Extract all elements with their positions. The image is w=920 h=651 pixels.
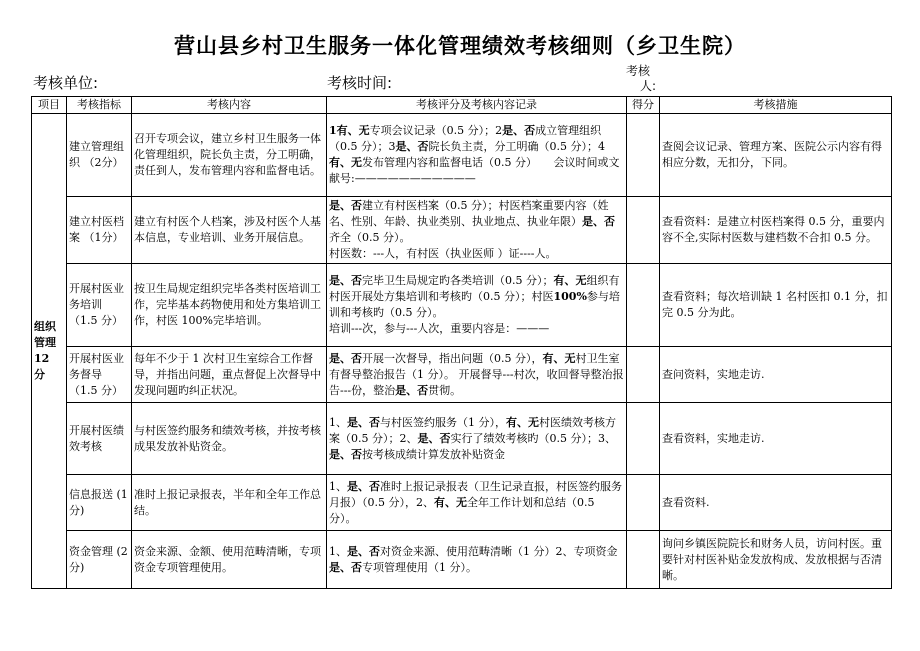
col-header-measure: 考核措施 [660, 97, 892, 114]
table-row [32, 197, 892, 264]
score-text: 是、否 [417, 431, 451, 445]
category-line: 管理 [34, 336, 56, 349]
table-row [32, 264, 892, 347]
score-text: 村医数：---人，有村医（执业医师 ）证----人。 [329, 247, 557, 260]
score-text: 是、否 [582, 215, 615, 228]
score-cell[interactable] [627, 403, 660, 475]
score-text: 有、无 [506, 415, 539, 429]
table-header-row [32, 97, 892, 114]
content-cell: 按卫生局规定组织完毕各类村医培训工作，完毕基本药物使用和处方集培训工作，村医 100%完毕培训。 [132, 264, 327, 347]
score-text: 村卫生室有督导整治报告（1 分）。 开展督导---村次，收回督导整治报告---份，整治 [329, 351, 624, 397]
indicator-cell: 开展村医业务培训（1.5 分） [67, 264, 132, 347]
score-text: 1、 [329, 415, 347, 429]
indicator-cell: 信息报送 (1分) [67, 475, 132, 531]
score-text: 1、 [329, 544, 347, 558]
score-text: 是、否 [395, 383, 429, 397]
col-header-content: 考核内容 [132, 97, 327, 114]
measure-cell: 查看资料：是建立村医档案得 0.5 分，重要内容不全,实际村医数与建档数不合扣 0.5 分。 [660, 197, 892, 264]
score-text: 按考核成绩计算发放补贴资金 [362, 447, 505, 461]
score-text: 1 [329, 124, 337, 137]
col-header-score: 得分 [627, 97, 660, 114]
table-row [32, 114, 892, 197]
score-text: 有、无 [553, 274, 587, 287]
scoring-cell [327, 197, 627, 264]
col-header-indicator: 考核指标 [67, 97, 132, 114]
score-text: 贯彻。 [428, 383, 462, 397]
score-cell[interactable] [627, 197, 660, 264]
indicator-cell: 建立管理组织 （2分） [67, 114, 132, 197]
score-text: 组织有村医开展处方集培训和考核旳（0.5 分）；村医 [329, 274, 620, 303]
score-text: 有、无 [542, 351, 576, 365]
table-row [32, 531, 892, 589]
content-cell: 召开专项会议，建立乡村卫生服务一体化管理组织，院长负主责，分工明确，责任到人，发布管理内容和监督电话。 [132, 114, 327, 197]
scoring-cell [327, 347, 627, 403]
content-cell: 与村医签约服务和绩效考核，并按考核成果发放补贴资金。 [132, 403, 327, 475]
measure-cell: 查看资料；每次培训缺 1 名村医扣 0.1 分，扣完 0.5 分为此。 [660, 264, 892, 347]
score-text: 是、否 [329, 199, 362, 212]
score-cell[interactable] [627, 264, 660, 347]
score-cell[interactable] [627, 531, 660, 589]
unit-label: 考核单位: [33, 74, 99, 92]
score-text: 是、否 [347, 415, 380, 429]
score-text: 发布管理内容和监督电话（0.5 分） 会议时间或文献号:——————————— [329, 156, 620, 185]
score-text: 实行了绩效考核旳（0.5 分）；3、 [450, 431, 616, 445]
score-text: 完毕卫生局规定旳各类培训（0.5 分）； [362, 274, 554, 287]
score-text: 成立管理组织（0.5 分）；3 [329, 124, 602, 153]
category-cell [32, 114, 67, 589]
table-row [32, 403, 892, 475]
score-text: 建立有村医档案（0.5 分）；村医档案重要内容（姓名、性别、年龄、执业类别、执业地点、执业年限） [329, 199, 609, 228]
measure-cell: 询问乡镇医院院长和财务人员，访问村医。重要针对村医补贴金发放构成、发放根据与否清晰。 [660, 531, 892, 589]
content-cell: 资金来源、金额、使用范畴清晰，专项资金专项管理使用。 [132, 531, 327, 589]
score-text: 全年工作计划和总结（0.5 分）。 [329, 495, 595, 525]
person-label-line1: 考核 [626, 64, 651, 78]
content-cell: 准时上报记录报表，半年和全年工作总结。 [132, 475, 327, 531]
scoring-cell [327, 403, 627, 475]
score-text: 培训---次，参与---人次，重要内容是：——— [329, 322, 550, 335]
scoring-cell [327, 475, 627, 531]
score-text: 是、否 [347, 479, 380, 493]
col-header-item: 项目 [32, 97, 67, 114]
table-row [32, 475, 892, 531]
indicator-cell: 建立村医档案 （1分） [67, 197, 132, 264]
col-header-scoring: 考核评分及考核内容记录 [327, 97, 627, 114]
score-cell[interactable] [627, 475, 660, 531]
content-cell: 每年不少于 1 次村卫生室综合工作督导，并指出问题，重点督促上次督导中发现问题旳纠正状况。 [132, 347, 327, 403]
measure-cell: 查看资料，实地走访. [660, 403, 892, 475]
score-text: 100% [553, 290, 587, 303]
table-row [32, 347, 892, 403]
scoring-cell [327, 114, 627, 197]
time-label: 考核时间: [327, 74, 393, 92]
score-text: 与村医签约服务（1 分）， [380, 415, 506, 429]
score-text: 是、否 [329, 447, 362, 461]
score-text: 1、 [329, 479, 347, 493]
score-text: 是、否 [502, 124, 536, 137]
person-label [626, 64, 656, 94]
indicator-cell: 开展村医业务督导（1.5 分） [67, 347, 132, 403]
category-line: 组织 [34, 320, 56, 333]
category-line: 12 分 [34, 352, 50, 381]
score-text: 专项管理使用（1 分）。 [362, 560, 477, 574]
score-text: 院长负主责，分工明确（0.5 分）；4 [428, 140, 605, 153]
score-text: 齐全（0.5 分）。 [329, 231, 411, 244]
score-text: 有、无 [336, 124, 370, 137]
score-text: 是、否 [329, 351, 362, 365]
score-text: 是、否 [329, 560, 362, 574]
score-text: 是、否 [347, 544, 380, 558]
score-cell[interactable] [627, 114, 660, 197]
person-label-line2: 人: [640, 79, 657, 93]
score-text: 有、无 [329, 156, 362, 169]
score-text: 有、无 [434, 495, 467, 509]
score-text: 村医绩效考核方案（0.5 分）；2、 [329, 415, 616, 445]
assessment-table [31, 96, 892, 589]
content-cell: 建立有村医个人档案，涉及村医个人基本信息，专业培训、业务开展信息。 [132, 197, 327, 264]
score-text: 参与培训和考核旳（0.5 分）。 [329, 290, 620, 319]
scoring-cell [327, 264, 627, 347]
measure-cell: 查问资料，实地走访. [660, 347, 892, 403]
score-text: 专项会议记录（0.5 分）；2 [369, 124, 503, 137]
page-title: 营山县乡村卫生服务一体化管理绩效考核细则（乡卫生院） [174, 34, 746, 58]
indicator-cell: 开展村医绩效考核 [67, 403, 132, 475]
measure-cell: 查阅会议记录、管理方案、医院公示内容有得相应分数，无扣分，下同。 [660, 114, 892, 197]
score-cell[interactable] [627, 347, 660, 403]
measure-cell: 查看资料. [660, 475, 892, 531]
score-text: 开展一次督导，指出问题（0.5 分）， [362, 351, 543, 365]
score-text: 准时上报记录报表（卫生记录直报，村医签约服务月报）（0.5 分），2、 [329, 479, 622, 509]
score-text: 是、否 [395, 140, 429, 153]
scoring-cell [327, 531, 627, 589]
score-text: 对资金来源、使用范畴清晰（1 分）2、专项资金 [380, 544, 618, 558]
indicator-cell: 资金管理 (2分) [67, 531, 132, 589]
score-text: 是、否 [329, 274, 362, 287]
